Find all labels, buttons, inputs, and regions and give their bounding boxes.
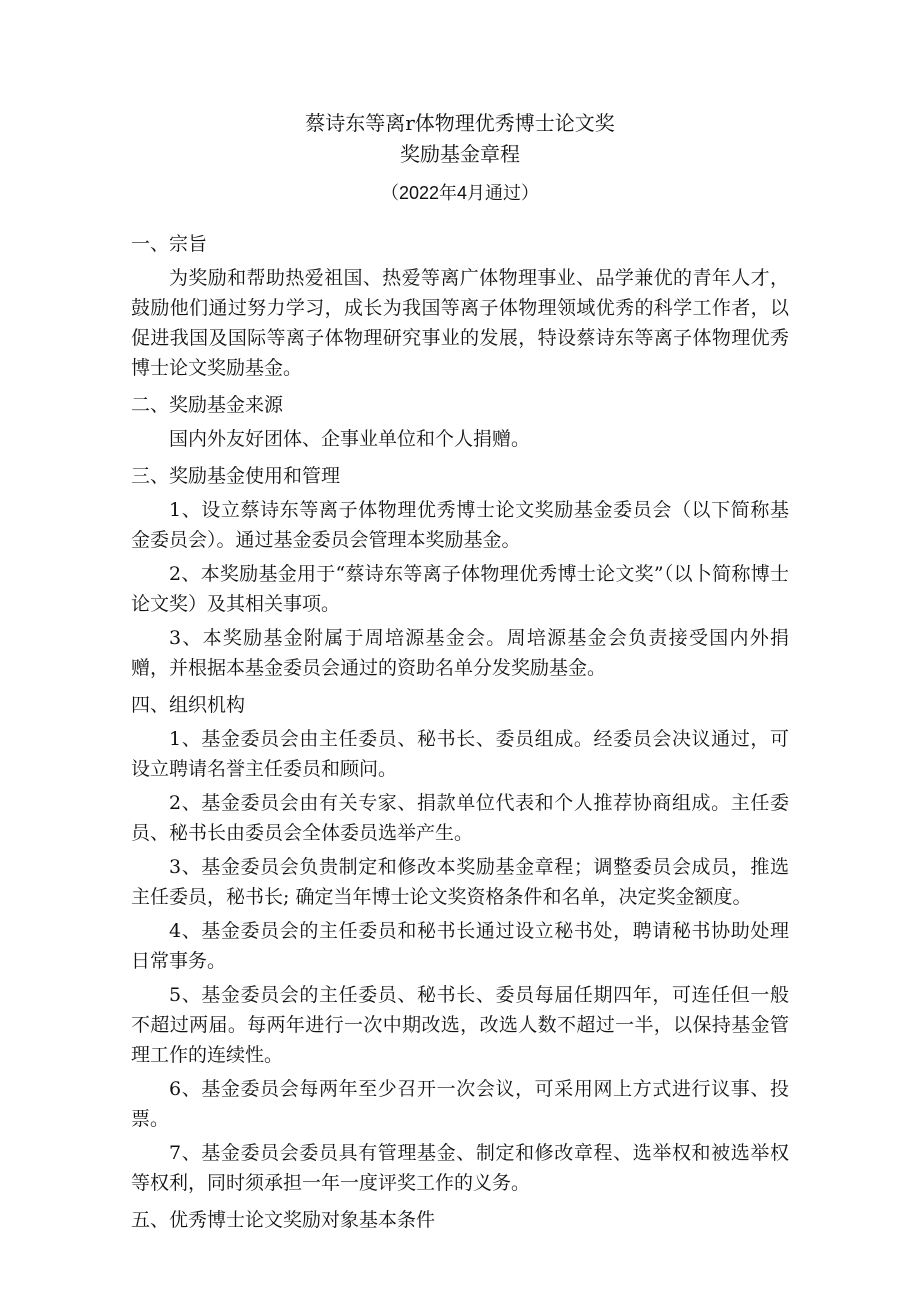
section-1 <box>131 226 789 383</box>
document-title-line-1: 蔡诗东等离r体物理优秀博士论文奖 <box>305 111 615 135</box>
section-heading: 三、奖励基金使用和管理 <box>131 465 341 487</box>
document-body <box>131 226 789 1239</box>
section-paragraph: 6、基金委员会每两年至少召开一次会议，可采用网上方式进行议事、投票。 <box>131 1078 789 1130</box>
section-heading: 一、宗旨 <box>131 233 208 255</box>
section-paragraph: 3、基金委员会负贵制定和修改本奖励基金章程；调整委员会成员，推选主任委员，秘书长; 确定当年博士论文奖资格条件和名单，决定奖金额度。 <box>131 856 789 908</box>
document-title-line-2: 奖励基金章程 <box>400 142 520 166</box>
section-heading: 二、奖励基金来源 <box>131 394 284 416</box>
section-paragraph: 2、本奖励基金用于“蔡诗东等离子体物理优秀博士论文奖”（以卜简称博士论文奖）及其相关事项。 <box>131 563 789 615</box>
section-4 <box>131 687 789 1198</box>
section-paragraph: 5、基金委员会的主任委员、秘书长、委员每届任期四年，可连任但一般不超过两届。每两年进行一次中期改选，改选人数不超过一半，以保持基金管理工作的连续性。 <box>131 984 789 1066</box>
section-paragraph: 2、基金委员会由有关专家、捐款单位代表和个人推荐协商组成。主任委员、秘书长由委员会全体委员选举产生。 <box>131 792 789 844</box>
section-paragraph: 3、本奖励基金附属于周培源基金会。周培源基金会负责接受国内外捐赠，并根据本基金委员会通过的资助名单分发奖励基金。 <box>131 627 789 679</box>
section-paragraph: 7、基金委员会委员具有管理基金、制定和修改章程、选举权和被选举权等权利，同时须承担一年一度评奖工作的义务。 <box>131 1142 789 1194</box>
title-block <box>131 108 789 209</box>
section-heading: 五、优秀博士论文奖励对象基本条件 <box>131 1209 436 1231</box>
section-paragraph: 为奖励和帮助热爱祖国、热爱等离广体物理事业、品学兼优的青年人才，鼓励他们通过努力学习，成长为我国等离子体物理领域优秀的科学工作者，以促进我国及国际等离子体物理研究事业的发展，特设蔡诗东等离子体物理优秀博士论文奖励基金。 <box>131 267 789 379</box>
section-paragraph: 4、基金委员会的主任委员和秘书长通过设立秘书处，聘请秘书协助处理日常事务。 <box>131 920 789 972</box>
section-paragraph: 1、基金委员会由主任委员、秘书长、委员组成。经委员会决议通过，可设立聘请名誉主任委员和顾问。 <box>131 728 789 780</box>
section-heading: 四、组织机构 <box>131 694 246 716</box>
section-3 <box>131 458 789 683</box>
section-2 <box>131 387 789 454</box>
section-paragraph: 1、设立蔡诗东等离子体物理优秀博士论文奖励基金委员会（以下简称基金委员会）。通过基金委员会管理本奖励基金。 <box>131 499 789 551</box>
adoption-date: （2022年4月通过） <box>380 183 540 203</box>
section-5 <box>131 1202 789 1239</box>
section-paragraph: 国内外友好团体、企事业单位和个人捐赠。 <box>169 428 531 450</box>
